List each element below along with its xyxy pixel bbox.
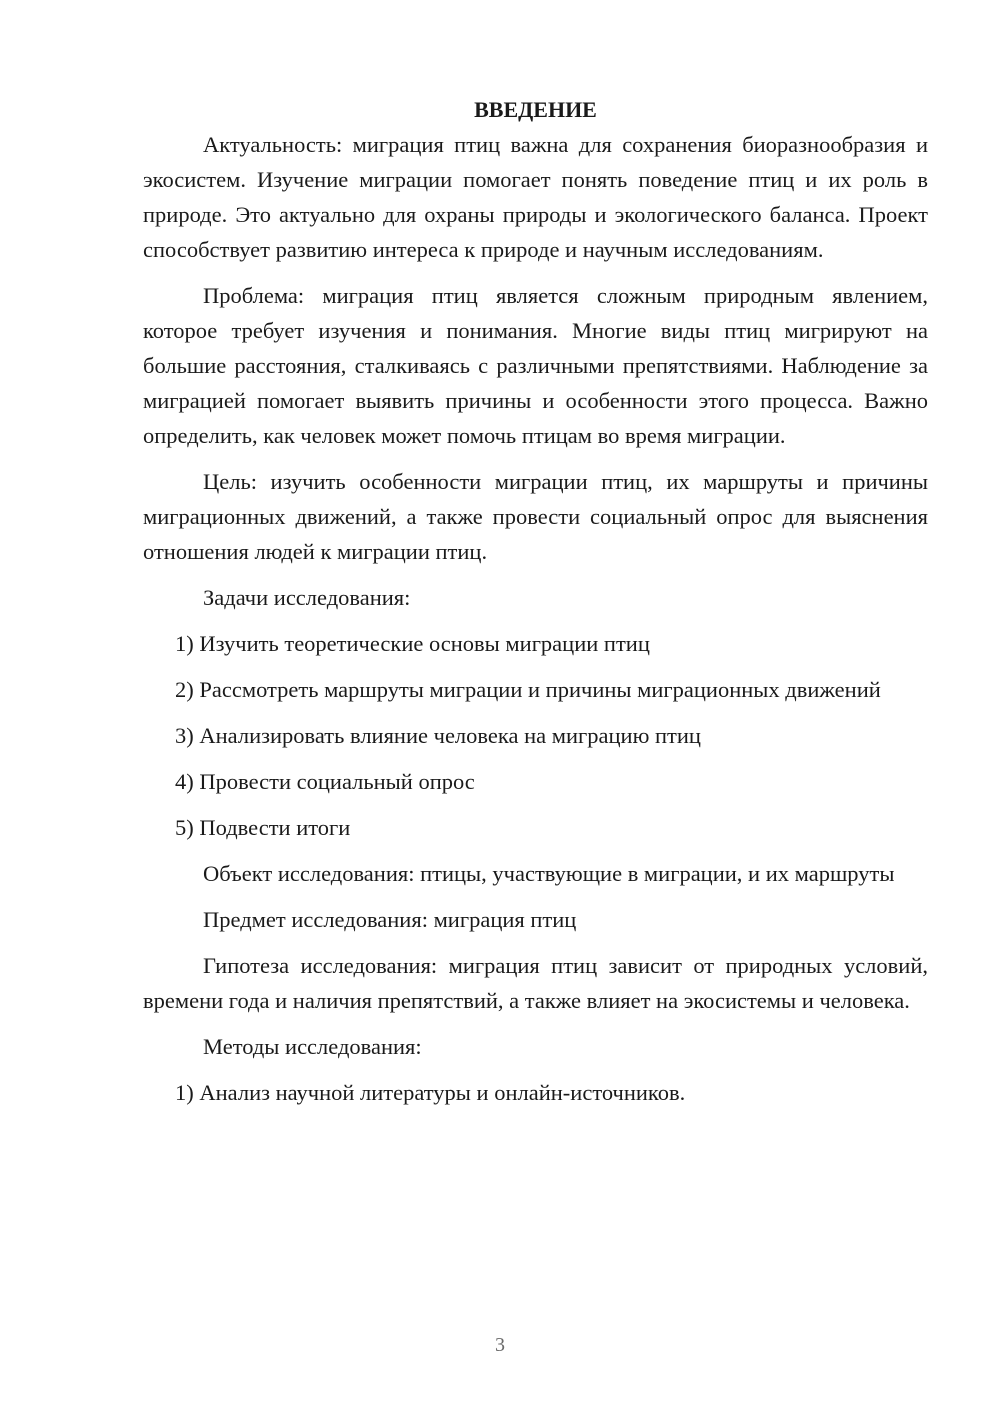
task-item-2: 2) Рассмотреть маршруты миграции и причины миграционных движений [175, 677, 881, 702]
hypothesis-paragraph: Гипотеза исследования: миграция птиц зависит от природных условий, времени года и наличия препятствий, а также влияет на экосистемы и человека. [143, 953, 928, 1013]
methods-title: Методы исследования: [203, 1034, 422, 1059]
tasks-title: Задачи исследования: [203, 585, 411, 610]
task-item-3: 3) Анализировать влияние человека на миграцию птиц [175, 723, 701, 748]
goal-paragraph: Цель: изучить особенности миграции птиц, их маршруты и причины миграционных движений, а также провести социальный опрос для выяснения отношения людей к миграции птиц. [143, 469, 928, 564]
section-heading: ВВЕДЕНИЕ [474, 97, 597, 122]
object-paragraph: Объект исследования: птицы, участвующие в миграции, и их маршруты [203, 861, 895, 886]
relevance-paragraph: Актуальность: миграция птиц важна для сохранения биоразнообразия и экосистем. Изучение миграции помогает понять поведение птиц и их роль в природе. Это актуально для охраны природы и экологического баланса. Проект способствует развитию интереса к природе и научным исследованиям. [143, 132, 928, 262]
method-item-1: 1) Анализ научной литературы и онлайн-источников. [175, 1080, 686, 1105]
document-page [143, 93, 928, 1110]
task-item-4: 4) Провести социальный опрос [175, 769, 475, 794]
task-item-5: 5) Подвести итоги [175, 815, 351, 840]
page-number: 3 [495, 1334, 505, 1356]
task-item-1: 1) Изучить теоретические основы миграции птиц [175, 631, 650, 656]
subject-paragraph: Предмет исследования: миграция птиц [203, 907, 577, 932]
problem-paragraph: Проблема: миграция птиц является сложным природным явлением, которое требует изучения и понимания. Многие виды птиц мигрируют на большие расстояния, сталкиваясь с различными препятствиями. Наблюдение за миграцией помогает выявить причины и особенности этого процесса. Важно определить, как человек может помочь птицам во время миграции. [143, 283, 928, 448]
